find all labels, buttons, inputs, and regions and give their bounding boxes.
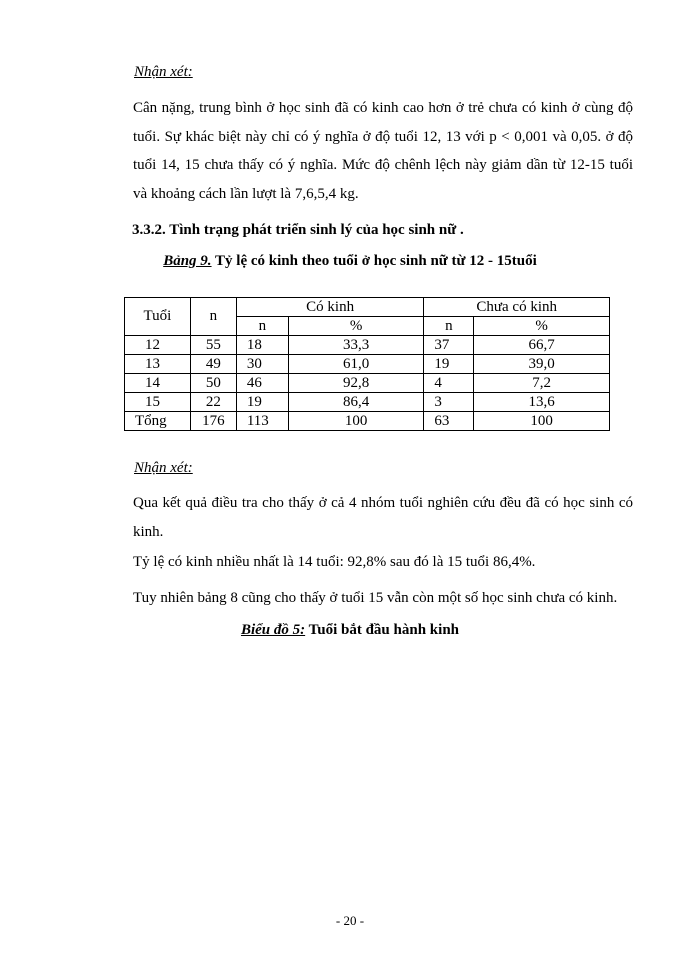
cell-had-n: 46: [236, 374, 288, 393]
subheader-not-pct: %: [474, 317, 610, 336]
table-row: [125, 393, 610, 412]
cell-age: 14: [125, 374, 191, 393]
subheader-not-n: n: [424, 317, 474, 336]
section-heading: 3.3.2. Tình trạng phát triển sinh lý của học sinh nữ .: [132, 222, 464, 238]
table-caption-text: Tỷ lệ có kinh theo tuổi ở học sinh nữ từ 12 - 15tuổi: [211, 253, 537, 269]
table-caption-label: Bảng 9.: [163, 253, 212, 269]
paragraph-highest-rate: Tỷ lệ có kinh nhiều nhất là 14 tuổi: 92,8% sau đó là 15 tuổi 86,4%.: [133, 554, 536, 570]
cell-n: 55: [190, 336, 236, 355]
chart-caption: [0, 622, 700, 639]
cell-not-n: 4: [424, 374, 474, 393]
cell-not-pct: 7,2: [474, 374, 610, 393]
cell-not-n: 3: [424, 393, 474, 412]
chart-caption-text: Tuổi bắt đầu hành kinh: [305, 622, 460, 638]
cell-not-n: 19: [424, 355, 474, 374]
cell-had-pct: 86,4: [288, 393, 424, 412]
cell-not-pct: 13,6: [474, 393, 610, 412]
cell-n: 50: [190, 374, 236, 393]
cell-not-n: 63: [424, 412, 474, 431]
cell-had-n: 18: [236, 336, 288, 355]
paragraph-weight-comparison: Cân nặng, trung bình ở học sinh đã có kinh cao hơn ở trẻ chưa có kinh ở cùng độ tuổi. Sự khác biệt này chỉ có ý nghĩa ở độ tuổi 12, 13 với p < 0,001 và 0,05. ở độ tuổi 14, 15 chưa thấy có ý nghĩa. Mức độ chênh lệch này giảm dần từ 12-15 tuổi và khoảng cách lần lượt là 7,6,5,4 kg.: [133, 100, 633, 202]
paragraph-remaining: Tuy nhiên bảng 8 cũng cho thấy ở tuổi 15 vẫn còn một số học sinh chưa có kinh.: [133, 590, 618, 606]
cell-not-pct: 39,0: [474, 355, 610, 374]
cell-age: 12: [125, 336, 191, 355]
page-number: - 20 -: [335, 913, 365, 928]
subheader-had-pct: %: [288, 317, 424, 336]
cell-age: Tổng: [125, 412, 191, 431]
cell-had-pct: 100: [288, 412, 424, 431]
cell-not-pct: 100: [474, 412, 610, 431]
cell-had-n: 19: [236, 393, 288, 412]
header-no-period: Chưa có kinh: [424, 298, 610, 317]
cell-age: 15: [125, 393, 191, 412]
cell-had-pct: 61,0: [288, 355, 424, 374]
cell-had-n: 30: [236, 355, 288, 374]
cell-n: 22: [190, 393, 236, 412]
paragraph-survey-result: Qua kết quả điều tra cho thấy ở cả 4 nhóm tuổi nghiên cứu đều đã có học sinh có kinh.: [133, 495, 633, 540]
cell-age: 13: [125, 355, 191, 374]
cell-had-n: 113: [236, 412, 288, 431]
remark-label-2: Nhận xét:: [134, 460, 193, 476]
header-age: Tuổi: [125, 298, 191, 336]
table-row: [125, 355, 610, 374]
cell-not-pct: 66,7: [474, 336, 610, 355]
menstruation-table: [124, 297, 610, 431]
table-caption: [0, 253, 700, 270]
header-had-period: Có kinh: [236, 298, 424, 317]
remark-label-1: Nhận xét:: [134, 64, 193, 80]
subheader-had-n: n: [236, 317, 288, 336]
cell-n: 49: [190, 355, 236, 374]
table-row: [125, 336, 610, 355]
cell-had-pct: 92,8: [288, 374, 424, 393]
table-row: [125, 374, 610, 393]
cell-not-n: 37: [424, 336, 474, 355]
table-total-row: [125, 412, 610, 431]
cell-n: 176: [190, 412, 236, 431]
table-header-row: [125, 298, 610, 317]
header-n: n: [190, 298, 236, 336]
cell-had-pct: 33,3: [288, 336, 424, 355]
chart-caption-label: Biểu đồ 5:: [240, 622, 306, 638]
